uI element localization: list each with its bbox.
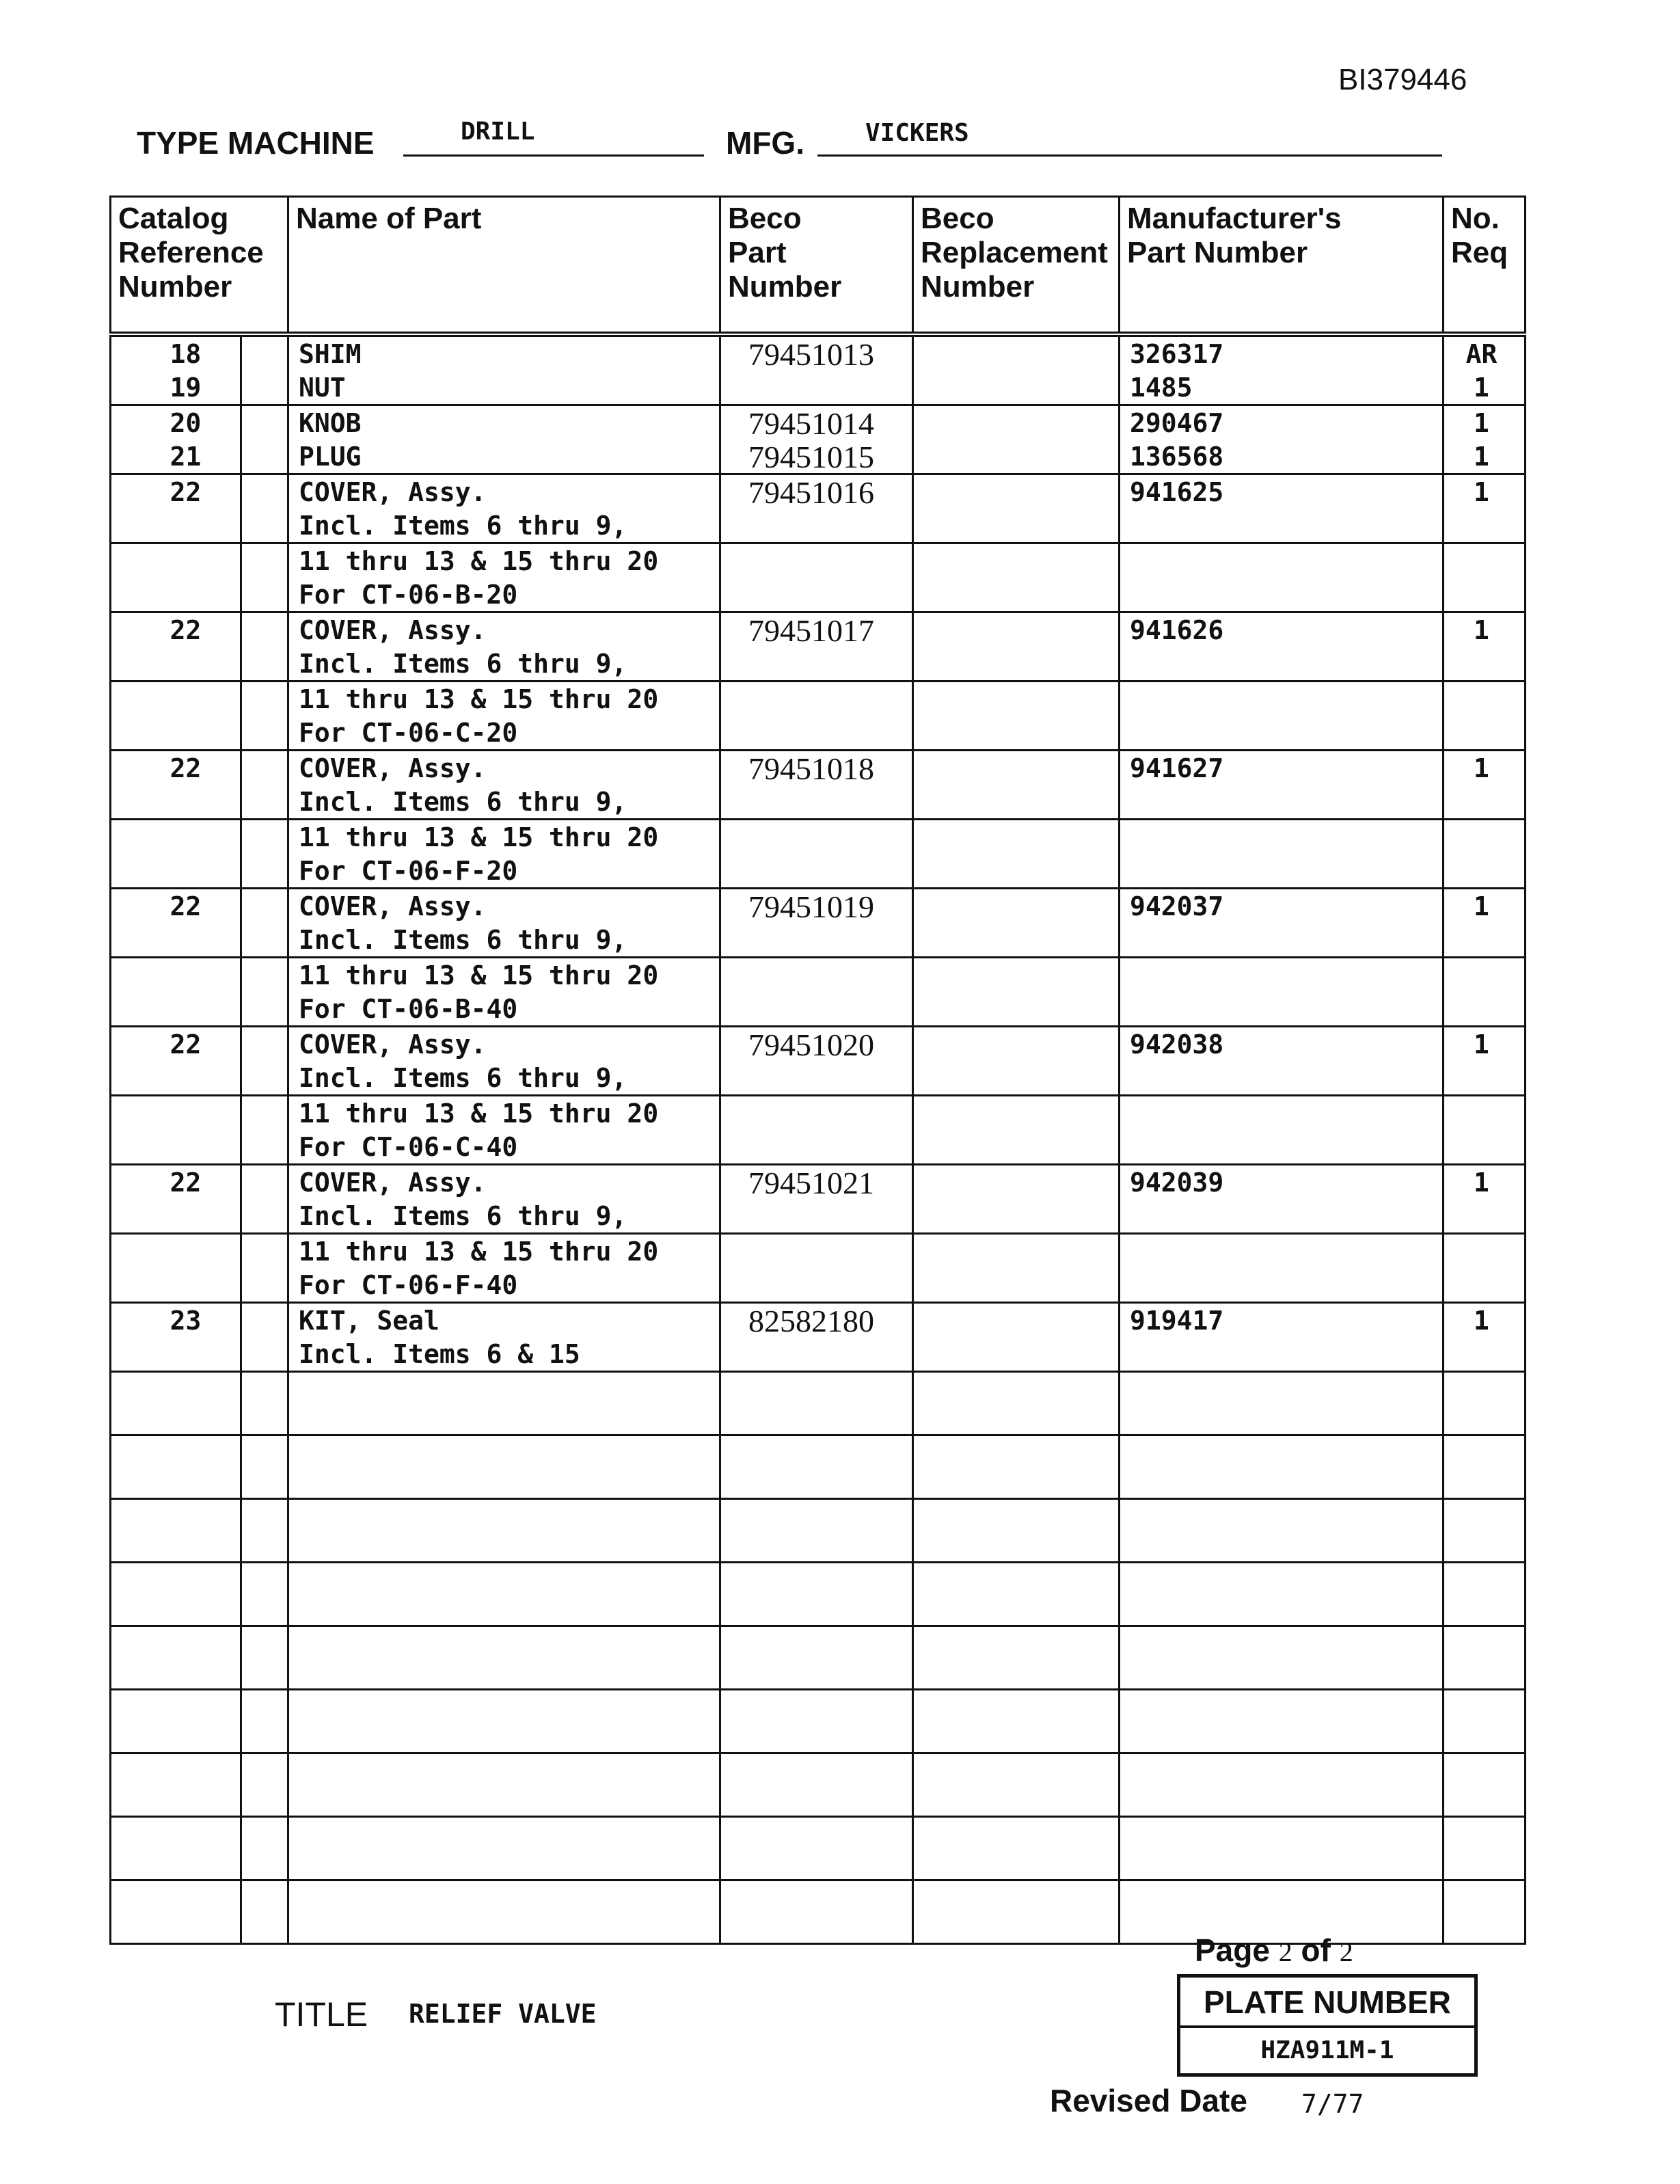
mfg-part-cell <box>1120 1753 1444 1817</box>
mfg-part-cell <box>1120 543 1444 612</box>
qty-cell <box>1444 474 1526 543</box>
qty-cell <box>1444 612 1526 682</box>
mfg-part-cell <box>1120 1817 1444 1880</box>
mfg-part-cell <box>1120 1499 1444 1563</box>
column-header-line: Manufacturer's <box>1127 202 1342 235</box>
beco-replacement-cell <box>913 751 1120 820</box>
beco-replacement-cell <box>913 1303 1120 1372</box>
beco-part-cell <box>720 1880 913 1944</box>
column-header-line: Beco <box>728 202 802 235</box>
catalog-ref-cell <box>111 1626 288 1690</box>
catalog-ref-cell <box>111 1499 288 1563</box>
type-machine-value: DRILL <box>461 118 535 146</box>
table-row <box>111 889 1526 958</box>
column-header-line: Reference <box>118 236 264 269</box>
cell-line: 22 <box>170 477 202 507</box>
cell-line: 23 <box>170 1306 202 1336</box>
part-name-cell <box>288 612 720 682</box>
mfg-part-cell <box>1120 612 1444 682</box>
part-name-cell <box>288 1499 720 1563</box>
beco-part-cell <box>720 1626 913 1690</box>
title-label: TITLE <box>275 1995 368 2034</box>
mfg-part-cell <box>1120 334 1444 405</box>
page-total: 2 <box>1339 1937 1353 1967</box>
catalog-ref-cell <box>111 889 288 958</box>
part-name-cell <box>288 1096 720 1165</box>
cell-line: KNOB <box>299 408 362 438</box>
page-of-label: of <box>1301 1932 1331 1968</box>
column-header-line: Number <box>921 270 1035 304</box>
cell-line: Incl. Items 6 thru 9, <box>299 511 627 541</box>
part-name-cell <box>288 820 720 889</box>
beco-part-cell <box>720 889 913 958</box>
catalog-ref-cell <box>111 1096 288 1165</box>
cell-line: 1 <box>1474 408 1489 438</box>
beco-replacement-cell <box>913 1880 1120 1944</box>
catalog-ref-cell <box>111 1165 288 1234</box>
mfg-part-cell <box>1120 1234 1444 1303</box>
table-body <box>111 334 1526 1944</box>
qty-cell <box>1444 1234 1526 1303</box>
cell-line: 1 <box>1474 1306 1489 1336</box>
beco-replacement-cell <box>913 820 1120 889</box>
table-row <box>111 405 1526 474</box>
cell-line: KIT, Seal <box>299 1306 439 1336</box>
qty-cell <box>1444 334 1526 405</box>
column-header-line: Number <box>118 270 232 304</box>
qty-cell <box>1444 1027 1526 1096</box>
table-row <box>111 334 1526 405</box>
table-row <box>111 1372 1526 1435</box>
beco-replacement-cell <box>913 1626 1120 1690</box>
beco-part-cell <box>720 405 913 474</box>
page-indicator <box>1195 1932 1353 1969</box>
cell-line: For CT-06-C-20 <box>299 718 518 748</box>
beco-part-cell <box>720 1690 913 1753</box>
beco-replacement-cell <box>913 334 1120 405</box>
mfg-part-cell <box>1120 1435 1444 1499</box>
table-row <box>111 474 1526 543</box>
column-header-line: Catalog <box>118 202 229 235</box>
cell-line: Incl. Items 6 & 15 <box>299 1339 580 1369</box>
cell-line: 79451019 <box>748 889 874 924</box>
qty-cell <box>1444 1435 1526 1499</box>
beco-part-cell <box>720 612 913 682</box>
column-header-line: Replacement <box>921 236 1108 269</box>
catalog-ref-cell <box>111 334 288 405</box>
table-row <box>111 1563 1526 1626</box>
cell-line: 79451013 <box>748 337 874 372</box>
qty-cell <box>1444 751 1526 820</box>
column-header-line: Part Number <box>1127 236 1308 269</box>
mfg-part-cell <box>1120 1563 1444 1626</box>
catalog-ref-cell <box>111 1753 288 1817</box>
cell-line: 1 <box>1474 753 1489 783</box>
beco-replacement-cell <box>913 1499 1120 1563</box>
catalog-ref-cell <box>111 1234 288 1303</box>
beco-part-cell <box>720 958 913 1027</box>
cell-line: SHIM <box>299 339 362 369</box>
table-row <box>111 1165 1526 1234</box>
part-name-cell <box>288 405 720 474</box>
cell-line: 11 thru 13 & 15 thru 20 <box>299 822 659 852</box>
beco-replacement-cell <box>913 1690 1120 1753</box>
qty-cell <box>1444 820 1526 889</box>
part-name-cell <box>288 1303 720 1372</box>
revised-date-label: Revised Date <box>1050 2083 1247 2118</box>
cell-line: 942037 <box>1130 891 1224 921</box>
beco-part-cell <box>720 1563 913 1626</box>
cell-line: AR <box>1465 339 1498 369</box>
catalog-ref-cell <box>111 1880 288 1944</box>
beco-part-cell <box>720 1303 913 1372</box>
cell-line: 11 thru 13 & 15 thru 20 <box>299 684 659 714</box>
cell-line: 11 thru 13 & 15 thru 20 <box>299 1098 659 1129</box>
qty-cell <box>1444 1880 1526 1944</box>
catalog-ref-cell <box>111 958 288 1027</box>
qty-cell <box>1444 1563 1526 1626</box>
part-name-cell <box>288 474 720 543</box>
part-name-cell <box>288 1027 720 1096</box>
beco-part-cell <box>720 682 913 751</box>
catalog-ref-cell <box>111 543 288 612</box>
cell-line: 79451020 <box>748 1027 874 1062</box>
cell-line: 290467 <box>1130 408 1224 438</box>
qty-cell <box>1444 1499 1526 1563</box>
catalog-ref-cell <box>111 1690 288 1753</box>
part-name-cell <box>288 1626 720 1690</box>
catalog-ref-cell <box>111 751 288 820</box>
cell-line: COVER, Assy. <box>299 753 487 783</box>
mfg-part-cell <box>1120 1096 1444 1165</box>
qty-cell <box>1444 1753 1526 1817</box>
revised-date-value: 7/77 <box>1301 2089 1364 2119</box>
beco-replacement-cell <box>913 682 1120 751</box>
qty-cell <box>1444 1690 1526 1753</box>
beco-replacement-cell <box>913 1027 1120 1096</box>
part-name-cell <box>288 1753 720 1817</box>
part-name-cell <box>288 889 720 958</box>
mfg-underline <box>817 154 1442 157</box>
qty-cell <box>1444 1817 1526 1880</box>
catalog-ref-cell <box>111 1435 288 1499</box>
cell-line: NUT <box>299 373 346 403</box>
cell-line: COVER, Assy. <box>299 1168 487 1198</box>
mfg-part-cell <box>1120 751 1444 820</box>
qty-cell <box>1444 1165 1526 1234</box>
beco-part-cell <box>720 1499 913 1563</box>
part-name-cell <box>288 1880 720 1944</box>
mfg-part-cell <box>1120 958 1444 1027</box>
mfg-part-cell <box>1120 682 1444 751</box>
mfg-label: MFG. <box>726 125 804 161</box>
table-row <box>111 1753 1526 1817</box>
column-header-part-name <box>288 197 720 335</box>
part-name-cell <box>288 958 720 1027</box>
beco-part-cell <box>720 334 913 405</box>
part-name-cell <box>288 1690 720 1753</box>
beco-replacement-cell <box>913 1753 1120 1817</box>
cell-line: 941627 <box>1130 753 1224 783</box>
catalog-ref-cell <box>111 820 288 889</box>
beco-part-cell <box>720 820 913 889</box>
beco-replacement-cell <box>913 1372 1120 1435</box>
type-machine-label: TYPE MACHINE <box>137 125 375 161</box>
beco-part-cell <box>720 1234 913 1303</box>
cell-line: 79451018 <box>748 751 874 786</box>
cell-line: 79451017 <box>748 613 874 648</box>
cell-line: 11 thru 13 & 15 thru 20 <box>299 960 659 990</box>
cell-line: 19 <box>170 373 202 403</box>
table-row <box>111 1096 1526 1165</box>
qty-cell <box>1444 1303 1526 1372</box>
mfg-part-cell <box>1120 1303 1444 1372</box>
mfg-part-cell <box>1120 1690 1444 1753</box>
page-current: 2 <box>1278 1937 1292 1967</box>
cell-line: 11 thru 13 & 15 thru 20 <box>299 1237 659 1267</box>
part-name-cell <box>288 334 720 405</box>
catalog-ref-cell <box>111 1303 288 1372</box>
column-header-line: No. <box>1451 202 1500 235</box>
table-row <box>111 1817 1526 1880</box>
beco-part-cell <box>720 1817 913 1880</box>
column-header-line: Beco <box>921 202 994 235</box>
table-row <box>111 1690 1526 1753</box>
cell-line: 326317 <box>1130 339 1224 369</box>
cell-line: Incl. Items 6 thru 9, <box>299 1063 627 1093</box>
document-id: BI379446 <box>1338 63 1467 96</box>
mfg-part-cell <box>1120 1027 1444 1096</box>
cell-line: COVER, Assy. <box>299 477 487 507</box>
column-header-line: Req <box>1451 236 1508 269</box>
cell-line: 941625 <box>1130 477 1224 507</box>
beco-part-cell <box>720 751 913 820</box>
mfg-part-cell <box>1120 1372 1444 1435</box>
page-label: Page <box>1195 1932 1270 1968</box>
beco-replacement-cell <box>913 1817 1120 1880</box>
qty-cell <box>1444 1372 1526 1435</box>
mfg-part-cell <box>1120 405 1444 474</box>
catalog-ref-cell <box>111 612 288 682</box>
beco-part-cell <box>720 543 913 612</box>
mfg-part-cell <box>1120 1165 1444 1234</box>
mfg-value: VICKERS <box>865 119 969 147</box>
cell-line: 1 <box>1474 373 1489 403</box>
beco-part-cell <box>720 1753 913 1817</box>
cell-line: 79451014 <box>748 406 874 441</box>
part-name-cell <box>288 1817 720 1880</box>
table-row <box>111 751 1526 820</box>
beco-replacement-cell <box>913 1435 1120 1499</box>
part-name-cell <box>288 1234 720 1303</box>
cell-line: COVER, Assy. <box>299 1029 487 1060</box>
cell-line: PLUG <box>299 442 362 472</box>
part-name-cell <box>288 751 720 820</box>
column-header-qty-req <box>1444 197 1526 335</box>
cell-line: 941626 <box>1130 615 1224 645</box>
type-machine-underline <box>403 154 704 157</box>
parts-table <box>109 196 1524 1945</box>
plate-number-box <box>1177 1974 1478 2077</box>
table-header-row <box>111 197 1526 335</box>
cell-line: 20 <box>170 408 202 438</box>
part-name-cell <box>288 1165 720 1234</box>
cell-line: COVER, Assy. <box>299 615 487 645</box>
cell-line: Incl. Items 6 thru 9, <box>299 787 627 817</box>
cell-line: 1 <box>1474 477 1489 507</box>
qty-cell <box>1444 1626 1526 1690</box>
column-header-line: Name of Part <box>296 202 482 235</box>
qty-cell <box>1444 889 1526 958</box>
part-name-cell <box>288 682 720 751</box>
cell-line: 1 <box>1474 615 1489 645</box>
column-header-beco-part <box>720 197 913 335</box>
cell-line: 136568 <box>1130 442 1224 472</box>
table-row <box>111 1303 1526 1372</box>
catalog-ref-cell <box>111 682 288 751</box>
table-row <box>111 820 1526 889</box>
cell-line: For CT-06-B-40 <box>299 994 518 1024</box>
cell-line: 22 <box>170 615 202 645</box>
beco-replacement-cell <box>913 889 1120 958</box>
beco-replacement-cell <box>913 1165 1120 1234</box>
cell-line: 22 <box>170 753 202 783</box>
part-name-cell <box>288 1372 720 1435</box>
cell-line: 22 <box>170 1029 202 1060</box>
beco-part-cell <box>720 1165 913 1234</box>
plate-number-label: PLATE NUMBER <box>1180 1978 1474 2028</box>
catalog-ref-cell <box>111 474 288 543</box>
catalog-ref-cell <box>111 1563 288 1626</box>
cell-line: 11 thru 13 & 15 thru 20 <box>299 546 659 576</box>
title-value: RELIEF VALVE <box>409 1999 597 2029</box>
beco-part-cell <box>720 474 913 543</box>
column-header-beco-replacement <box>913 197 1120 335</box>
catalog-ref-cell <box>111 1817 288 1880</box>
beco-replacement-cell <box>913 1234 1120 1303</box>
cell-line: Incl. Items 6 thru 9, <box>299 649 627 679</box>
catalog-ref-cell <box>111 1372 288 1435</box>
cell-line: Incl. Items 6 thru 9, <box>299 1201 627 1231</box>
cell-line: 1 <box>1474 891 1489 921</box>
cell-line: 1485 <box>1130 373 1193 403</box>
cell-line: COVER, Assy. <box>299 891 487 921</box>
beco-replacement-cell <box>913 474 1120 543</box>
table-row <box>111 1499 1526 1563</box>
column-header-line: Number <box>728 270 842 304</box>
part-name-cell <box>288 1435 720 1499</box>
table-row <box>111 1626 1526 1690</box>
qty-cell <box>1444 958 1526 1027</box>
table-row <box>111 682 1526 751</box>
cell-line: 942038 <box>1130 1029 1224 1060</box>
cell-line: 79451021 <box>748 1165 874 1200</box>
cell-line: 1 <box>1474 1029 1489 1060</box>
cell-line: 21 <box>170 442 202 472</box>
table-row <box>111 612 1526 682</box>
table-row <box>111 1234 1526 1303</box>
table-row <box>111 543 1526 612</box>
beco-part-cell <box>720 1096 913 1165</box>
catalog-ref-cell <box>111 405 288 474</box>
cell-line: For CT-06-F-20 <box>299 856 518 886</box>
cell-line: Incl. Items 6 thru 9, <box>299 925 627 955</box>
cell-line: 18 <box>170 339 202 369</box>
table-row <box>111 1435 1526 1499</box>
beco-replacement-cell <box>913 543 1120 612</box>
beco-part-cell <box>720 1435 913 1499</box>
cell-line: For CT-06-B-20 <box>299 580 518 610</box>
column-header-mfg-part <box>1120 197 1444 335</box>
beco-replacement-cell <box>913 958 1120 1027</box>
cell-line: 22 <box>170 891 202 921</box>
beco-replacement-cell <box>913 1563 1120 1626</box>
cell-line: 919417 <box>1130 1306 1224 1336</box>
mfg-part-cell <box>1120 820 1444 889</box>
cell-line: 942039 <box>1130 1168 1224 1198</box>
column-header-catalog-ref <box>111 197 288 335</box>
beco-replacement-cell <box>913 405 1120 474</box>
cell-line: 1 <box>1474 1168 1489 1198</box>
table-row <box>111 1027 1526 1096</box>
qty-cell <box>1444 405 1526 474</box>
beco-replacement-cell <box>913 1096 1120 1165</box>
qty-cell <box>1444 682 1526 751</box>
mfg-part-cell <box>1120 889 1444 958</box>
plate-number-value: HZA911M-1 <box>1260 2036 1394 2064</box>
catalog-ref-cell <box>111 1027 288 1096</box>
qty-cell <box>1444 1096 1526 1165</box>
beco-replacement-cell <box>913 612 1120 682</box>
beco-part-cell <box>720 1372 913 1435</box>
cell-line: 79451016 <box>748 475 874 510</box>
cell-line: For CT-06-C-40 <box>299 1132 518 1162</box>
part-name-cell <box>288 543 720 612</box>
table-row <box>111 958 1526 1027</box>
cell-line: 1 <box>1474 442 1489 472</box>
cell-line: For CT-06-F-40 <box>299 1270 518 1300</box>
qty-cell <box>1444 543 1526 612</box>
cell-line: 79451015 <box>748 440 874 474</box>
part-name-cell <box>288 1563 720 1626</box>
beco-part-cell <box>720 1027 913 1096</box>
cell-line: 22 <box>170 1168 202 1198</box>
mfg-part-cell <box>1120 1626 1444 1690</box>
mfg-part-cell <box>1120 474 1444 543</box>
cell-line: 82582180 <box>748 1304 874 1338</box>
column-header-line: Part <box>728 236 787 269</box>
